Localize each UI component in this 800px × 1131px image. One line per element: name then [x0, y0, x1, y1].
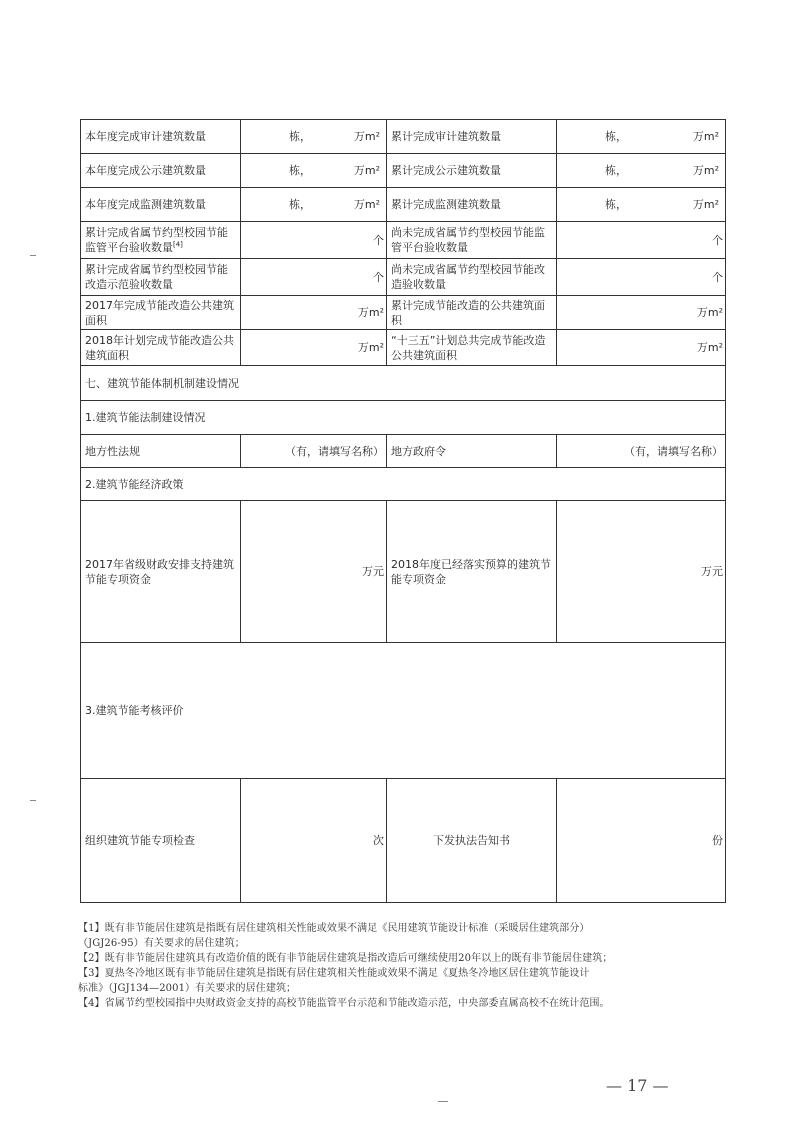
table-row [81, 188, 726, 222]
input-cell[interactable]: 万元 [241, 501, 387, 643]
page-number: — 17 — [606, 1076, 669, 1095]
row-label: 累计完成公示建筑数量 [387, 154, 557, 188]
footnote-line: 【3】夏热冬冷地区既有非节能居住建筑是指既有居住建筑相关性能或效果不满足《夏热冬冷地区居住建筑节能设计 [78, 968, 590, 979]
scan-speck [30, 800, 36, 801]
section-heading-row [81, 366, 726, 401]
energy-table [80, 119, 726, 903]
report-form [80, 119, 725, 903]
input-cell[interactable]: （有，请填写名称） [241, 435, 387, 468]
row-label: 累计完成审计建筑数量 [387, 120, 557, 154]
input-cell[interactable]: 次 [241, 779, 387, 903]
footnote-ref: [4] [173, 240, 183, 249]
row-label [81, 222, 241, 259]
footnotes [78, 921, 728, 1011]
input-cell[interactable]: 万元 [557, 501, 726, 643]
footnote-line: （JGJ26-95）有关要求的居住建筑； [78, 938, 245, 949]
input-cell[interactable]: 个 [241, 222, 387, 259]
input-cell[interactable]: 万m² [241, 330, 387, 366]
input-cell[interactable]: 万m² [241, 296, 387, 330]
row-label: 尚未完成省属节约型校园节能改造验收数量 [387, 259, 557, 296]
table-row [81, 501, 726, 643]
input-cell[interactable] [241, 154, 387, 188]
input-cell[interactable]: 个 [241, 259, 387, 296]
unit-label: 万m² [692, 198, 719, 211]
input-cell[interactable] [241, 120, 387, 154]
scan-speck [438, 1101, 448, 1102]
row-label: 地方政府令 [387, 435, 557, 468]
row-label: 累计完成监测建筑数量 [387, 188, 557, 222]
input-cell[interactable] [557, 188, 726, 222]
footnote-line: 【1】既有非节能居住建筑是指既有居住建筑相关性能或效果不满足《民用建筑节能设计标准（采暖居住建筑部分） [78, 923, 590, 934]
row-label: “十三五”计划总共完成节能改造公共建筑面积 [387, 330, 557, 366]
table-row [81, 222, 726, 259]
input-cell[interactable] [557, 154, 726, 188]
row-label: 下发执法告知书 [387, 779, 557, 903]
unit-label: 栋， [289, 198, 311, 211]
row-label: 地方性法规 [81, 435, 241, 468]
unit-label: 万m² [353, 198, 380, 211]
row-label: 本年度完成公示建筑数量 [81, 154, 241, 188]
row-label: 本年度完成审计建筑数量 [81, 120, 241, 154]
row-label: 2017年省级财政安排支持建筑节能专项资金 [81, 501, 241, 643]
row-label: 2017年完成节能改造公共建筑面积 [81, 296, 241, 330]
unit-label: 万m² [353, 130, 380, 143]
unit-label: 万m² [692, 164, 719, 177]
subsection-title: 1.建筑节能法制建设情况 [81, 401, 726, 435]
subsection-row [81, 643, 726, 779]
unit-label: 栋， [289, 164, 311, 177]
input-cell[interactable] [241, 188, 387, 222]
row-label: 本年度完成监测建筑数量 [81, 188, 241, 222]
unit-label: 栋， [605, 198, 627, 211]
row-label: 2018年度已经落实预算的建筑节能专项资金 [387, 501, 557, 643]
unit-label: 万m² [692, 130, 719, 143]
subsection-title: 3.建筑节能考核评价 [81, 643, 726, 779]
footnote-line: 【2】既有非节能居住建筑具有改造价值的既有非节能居住建筑是指改造后可继续使用20年以上的既有非节能居住建筑； [78, 953, 613, 964]
unit-label: 栋， [605, 130, 627, 143]
subsection-row [81, 468, 726, 501]
input-cell[interactable]: 万m² [557, 330, 726, 366]
subsection-row [81, 401, 726, 435]
input-cell[interactable]: 个 [557, 222, 726, 259]
table-row [81, 154, 726, 188]
footnote-line: 【4】省属节约型校园指中央财政资金支持的高校节能监管平台示范和节能改造示范，中央部委直属高校不在统计范围。 [78, 998, 610, 1009]
scan-speck [30, 255, 36, 256]
footnote-line: 标准》（JGJ134—2001）有关要求的居住建筑； [78, 983, 297, 994]
row-label: 累计完成节能改造的公共建筑面积 [387, 296, 557, 330]
table-row [81, 296, 726, 330]
table-row [81, 259, 726, 296]
table-row [81, 779, 726, 903]
unit-label: 栋， [605, 164, 627, 177]
row-label: 组织建筑节能专项检查 [81, 779, 241, 903]
row-label: 累计完成省属节约型校园节能改造示范验收数量 [81, 259, 241, 296]
row-label: 2018年计划完成节能改造公共建筑面积 [81, 330, 241, 366]
row-label: 尚未完成省属节约型校园节能监管平台验收数量 [387, 222, 557, 259]
table-row [81, 330, 726, 366]
input-cell[interactable]: 万m² [557, 296, 726, 330]
unit-label: 万m² [353, 164, 380, 177]
input-cell[interactable]: 个 [557, 259, 726, 296]
input-cell[interactable]: （有，请填写名称） [557, 435, 726, 468]
table-row [81, 120, 726, 154]
unit-label: 栋， [289, 130, 311, 143]
row-label-text: 累计完成省属节约型校园节能监管平台验收数量 [85, 226, 228, 254]
table-row [81, 435, 726, 468]
input-cell[interactable] [557, 120, 726, 154]
section-title: 七、建筑节能体制机制建设情况 [81, 366, 726, 401]
input-cell[interactable]: 份 [557, 779, 726, 903]
subsection-title: 2.建筑节能经济政策 [81, 468, 726, 501]
